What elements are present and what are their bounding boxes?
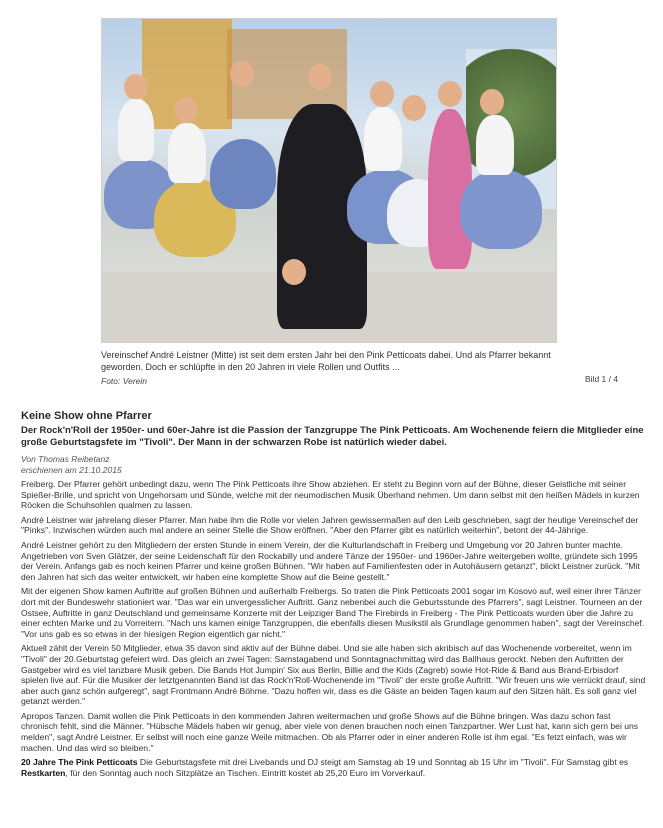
- dancer-head: [438, 81, 462, 107]
- article-paragraph: Apropos Tanzen. Damit wollen die Pink Petticoats in den kommenden Jahren weitermachen und große Shows auf die Bühne bringen. Was dazu schon fast chronisch fehlt, sind die Männer. "Hübsche Mädels haben wir genug, aber viele von denen brauchen noch einen Tanzpartner. Wer Lust hat, kann sich gern bei uns melden", sagt André Leistner. Er selbst will noch eine ganze Weile mitmachen. Ob als Pfarrer oder in einer anderen Rolle ist ihm egal. "Es fetzt einfach, was wir machen. Und das wird so bleiben.": [21, 710, 639, 753]
- photo-credit: Foto: Verein: [101, 376, 147, 386]
- dancer-skirt: [210, 139, 276, 209]
- dancer-head: [230, 61, 254, 87]
- event-tickets: Restkarten: [21, 767, 66, 778]
- dancer-head: [124, 74, 148, 100]
- dancer-skirt: [460, 169, 542, 249]
- event-heading: 20 Jahre The Pink Petticoats: [21, 757, 138, 768]
- article-paragraph: Freiberg. Der Pfarrer gehört unbedingt dazu, wenn The Pink Petticoats ihre Show abziehen. Er steht zu Beginn vorn auf der Bühne, dieser Geistliche mit seiner Spießer-Brille, und spricht von Ungehorsam und Sünde, welche mit der neumodischen Musik Überhand nehmen. Um dann selbst mit den heißen Mädels in kurzen Röcken die Schuhsohlen qualmen zu lassen.: [21, 479, 640, 511]
- dancer-top: [364, 107, 402, 171]
- dancer-top: [168, 123, 206, 183]
- event-text-2: , für den Sonntag auch noch Sitzplätze an Tischen. Eintritt kostet ab 25,20 Euro im Vorverkauf.: [65, 767, 426, 778]
- dancer-top: [118, 99, 154, 161]
- article-paragraph: André Leistner war jahrelang dieser Pfarrer. Man habe ihm die Rolle vor vielen Jahren gewissermaßen auf den Leib geschrieben, sagt der heutige Vereinschef der "Pinks". Inzwischen würden auch mal andere an seiner Stelle die Show eröffnen. "Aber den Pfarrer gibt es natürlich weiterhin", betont der 44-Jährige.: [21, 514, 639, 536]
- dancer-head: [402, 95, 426, 121]
- article-paragraph: Mit der eigenen Show kamen Auftritte auf großen Bühnen und außerhalb Freibergs. So traten die Pink Petticoats 2001 sogar im Kosovo auf, weil einer ihrer Tänzer dort mit der Bundeswehr stationiert war. "Das war ein unvergesslicher Auftritt. Ganz nebenbei auch die Geburtsstunde des Pfarrers", sagt Leistner. Tourneen an der Ostsee, Auftritte in ganz Deutschland und gemeinsame Konzerte mit der Leipziger Band The Firebirds in Freiberg - The Pink Petticoats wurden über die Jahre zu einer echten Marke und zu Vorreitern. "Nach uns kamen einige Tanzgruppen, die ebenfalls diesen Musikstil als Grundlage genommen haben", sagt der Vereinschef. "Vor uns gab es so etwas in der hiesigen Region eigentlich gar nicht.": [21, 586, 645, 639]
- article-paragraph: André Leistner gehört zu den Mitgliedern der ersten Stunde in einem Verein, der die Kulturlandschaft in Freiberg und Umgebung vor 20 Jahren bunter machte. Angetrieben von Sven Glätzer, der seine Leidenschaft für den Rockabilly und andere Tänze der 1950er- und 1960er-Jahre weitergeben wollte, gründete sich 1995 der Verein. Anfangs gab es noch keinen Pfarrer und keine großen Bühnen. "Wir haben auf Familienfesten oder in Autohäusern getanzt", blickt Leistner zurück. "Mit den Jahren hat sich das weiter entwickelt, wir haben eine komplette Show auf die Beine gestellt.": [21, 539, 640, 582]
- event-text-1: Die Geburtstagsfete mit drei Livebands und DJ steigt am Samstag ab 19 und Sonntag ab 15 Uhr im "Tivoli". Für Samstag gibt es: [137, 757, 629, 768]
- dancer-head: [370, 81, 394, 107]
- article-kicker: Keine Show ohne Pfarrer: [21, 410, 152, 422]
- dancer-head: [308, 64, 332, 90]
- event-info: [21, 757, 647, 778]
- dancer-head: [174, 97, 198, 123]
- article-body: [21, 410, 647, 782]
- group-photo[interactable]: [101, 18, 557, 343]
- article-lead: Der Rock'n'Roll der 1950er- und 60er-Jahre ist die Passion der Tanzgruppe The Pink Petticoats. Am Wochenende feiern die Mitglieder eine große Geburtstagsfete im "Tivoli". Der Mann in der schwarzen Robe ist natürlich wieder dabei.: [21, 425, 644, 448]
- article-paragraph: Aktuell zählt der Verein 50 Mitglieder, etwa 35 davon sind aktiv auf der Bühne dabei. Und sie alle haben sich akribisch auf das Wochenende vorbereitet, wenn im "Tivoli" der 20.Geburtstag gefeiert wird. Das gleich an zwei Tagen: Samstagabend und Sonntagnachmittag wird das Ballhaus gerockt. Neben den Auftritten der Gastgeber wird es viel tanzbare Musik geben. Die Bands Hot Jumpin' Six aus Berlin, Billie and the Kids (Zagreb) sowie Hot-Ride & Band aus Brand-Erbisdorf spielen live auf. Für die Musiker der letztgenannten Band ist das Rock'n'Roll-Wochenende im "Tivoli" der erste große Auftritt. "Wir freuen uns wie verrückt drauf, sind aber auch ganz schön aufgeregt", sagt Frontmann André Böhme. "Dazu hoffen wir, dass es die Gäste an beiden Tagen kaum auf den Sitzen hält. Es soll ganz viel getanzt werden.": [21, 643, 646, 707]
- image-counter[interactable]: Bild 1 / 4: [585, 374, 619, 384]
- dancer-head: [480, 89, 504, 115]
- photo-caption: Vereinschef André Leistner (Mitte) ist seit dem ersten Jahr bei den Pink Petticoats dabei. Und als Pfarrer bekannt geworden. Doch er schlüpfte in den 20 Jahren in viele Rollen und Outfits ...: [101, 350, 551, 372]
- article-date: erschienen am 21.10.2015: [21, 465, 122, 475]
- dancer-top: [476, 115, 514, 175]
- dancer-head-kneeling: [282, 259, 306, 285]
- article-author: Von Thomas Reibetanz: [21, 454, 110, 464]
